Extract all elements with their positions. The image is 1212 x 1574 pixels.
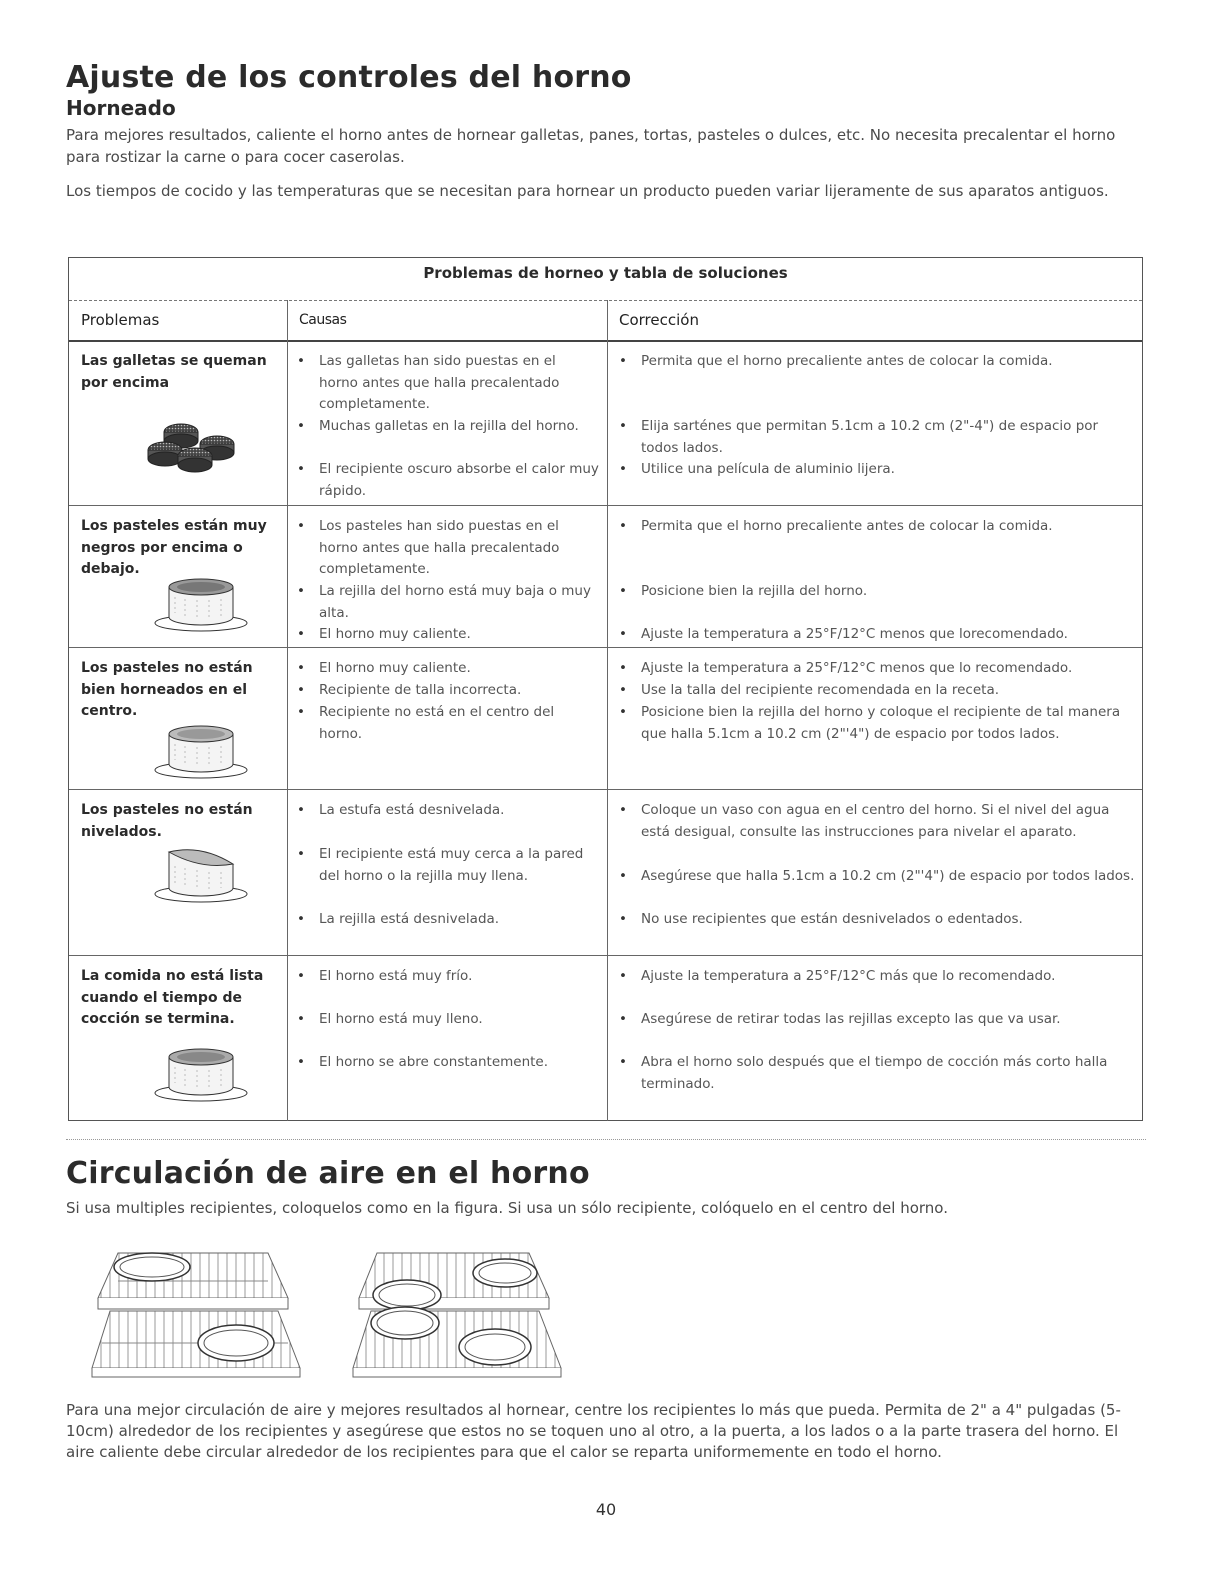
column-divider: [607, 300, 608, 1121]
cause-item: • Las galletas han sido puestas en el horno antes que halla precalentado completamente.: [319, 351, 599, 416]
table-caption: Problemas de horneo y tabla de soluciones: [69, 258, 1142, 301]
section-subtitle: Horneado: [66, 96, 176, 120]
correction-item: • Elija sarténes que permitan 5.1cm a 10.2 cm (2"-4") de espacio por todos lados.: [641, 416, 1136, 459]
cause-item: • La rejilla está desnivelada.: [319, 909, 599, 931]
cause-item: • Recipiente de talla incorrecta.: [319, 680, 599, 702]
intro-paragraph-1: Para mejores resultados, caliente el horno antes de hornear galletas, panes, tortas, pasteles o dulces, etc. No necesita precalentar el horno para rostizar la carne o para cocer caserolas.: [66, 126, 1116, 166]
problem-label: Las galletas se queman por encima: [81, 353, 267, 391]
problem-label: Los pasteles no están bien horneados en el centro.: [81, 660, 253, 719]
baking-problems-table: [68, 257, 1143, 1121]
cause-item: • La rejilla del horno está muy baja o muy alta.: [319, 581, 599, 624]
correction-item: • Utilice una película de aluminio lijera.: [641, 459, 1136, 481]
problem-label: Los pasteles no están nivelados.: [81, 802, 253, 840]
oven-rack-figures: [88, 1243, 568, 1383]
air-circulation-outro: [66, 1400, 1146, 1463]
row-divider: [69, 647, 1142, 648]
header-divider: [69, 340, 1142, 342]
correction-item: • Ajuste la temperatura a 25°F/12°C más que lo recomendado.: [641, 966, 1136, 988]
correction-item: • Permita que el horno precaliente antes de colocar la comida.: [641, 516, 1136, 538]
cookies-icon: [141, 418, 253, 476]
correction-item: • No use recipientes que están desnivelados o edentados.: [641, 909, 1141, 931]
air-circulation-text: Si usa multiples recipientes, coloquelos como en la figura. Si usa un sólo recipiente, colóquelo en el centro del horno.: [66, 1199, 948, 1217]
correction-item: • Ajuste la temperatura a 25°F/12°C menos que lorecomendado.: [641, 624, 1136, 646]
cake-icon: [151, 1043, 251, 1103]
row-divider: [69, 955, 1142, 956]
air-circulation-title: Circulación de aire en el horno: [66, 1156, 590, 1191]
correction-item: • Permita que el horno precaliente antes de colocar la comida.: [641, 351, 1136, 373]
column-header-correction: Corrección: [619, 311, 699, 329]
column-divider: [287, 300, 288, 1121]
cause-item: • El horno está muy frío.: [319, 966, 599, 988]
cause-item: • Los pasteles han sido puestas en el horno antes que halla precalentado completamente.: [319, 516, 599, 581]
cause-item: • El horno muy caliente.: [319, 658, 599, 680]
row-divider: [69, 789, 1142, 790]
problem-label: La comida no está lista cuando el tiempo de cocción se termina.: [81, 968, 264, 1027]
column-header-problems: Problemas: [81, 311, 160, 329]
cause-item: • El horno está muy lleno.: [319, 1009, 599, 1031]
row-divider: [69, 505, 1142, 506]
correction-item: • Use la talla del recipiente recomendada en la receta.: [641, 680, 1141, 702]
page-number: 40: [595, 1500, 617, 1519]
correction-item: • Coloque un vaso con agua en el centro del horno. Si el nivel del agua está desigual, consulte las instrucciones para nivelar el aparato.: [641, 800, 1141, 843]
oven-rack-two-pans-illustration: [92, 1253, 300, 1377]
correction-item: • Asegúrese de retirar todas las rejillas excepto las que va usar.: [641, 1009, 1136, 1031]
cause-item: • El horno muy caliente.: [319, 624, 599, 646]
correction-item: • Posicione bien la rejilla del horno y coloque el recipiente de tal manera que halla 5.1cm a 10.2 cm (2"'4") de espacio por todos lados.: [641, 702, 1141, 745]
oven-rack-four-pans-illustration: [353, 1253, 561, 1377]
problem-label: Los pasteles están muy negros por encima o debajo.: [81, 518, 267, 577]
cause-item: • El horno se abre constantemente.: [319, 1052, 599, 1074]
tilted-cake-icon: [151, 842, 251, 904]
correction-item: • Posicione bien la rejilla del horno.: [641, 581, 1136, 603]
correction-item: • Ajuste la temperatura a 25°F/12°C menos que lo recomendado.: [641, 658, 1141, 680]
outro-paragraph: Para una mejor circulación de aire y mejores resultados al hornear, centre los recipientes lo más que pueda. Permita de 2" a 4" pulgadas (5-10cm) alrededor de los recipientes y asegúrese que estos no se toquen uno al otro, a la puerta, a los lados o a la parte trasera del horno. El aire caliente debe circular alrededor de los recipientes para que el calor se reparta uniformemente en todo el horno.: [66, 1401, 1121, 1461]
cause-item: • El recipiente está muy cerca a la pared del horno o la rejilla muy llena.: [319, 844, 599, 887]
cake-icon: [151, 573, 251, 633]
correction-item: • Asegúrese que halla 5.1cm a 10.2 cm (2"'4") de espacio por todos lados.: [641, 866, 1141, 888]
correction-item: • Abra el horno solo después que el tiempo de cocción más corto halla terminado.: [641, 1052, 1136, 1095]
intro-paragraph-2: Los tiempos de cocido y las temperaturas que se necesitan para hornear un producto pueden variar lijeramente de sus aparatos antiguos.: [66, 182, 1109, 200]
section-separator: [66, 1139, 1146, 1140]
cause-item: • Recipiente no está en el centro del horno.: [319, 702, 599, 745]
cause-item: • El recipiente oscuro absorbe el calor muy rápido.: [319, 459, 599, 502]
cause-item: • La estufa está desnivelada.: [319, 800, 599, 822]
page-header: [66, 60, 1146, 202]
cause-item: • Muchas galletas en la rejilla del horno.: [319, 416, 599, 438]
column-header-causes: Causas: [299, 312, 347, 328]
cake-icon: [151, 720, 251, 780]
page-title: Ajuste de los controles del horno: [66, 60, 632, 95]
